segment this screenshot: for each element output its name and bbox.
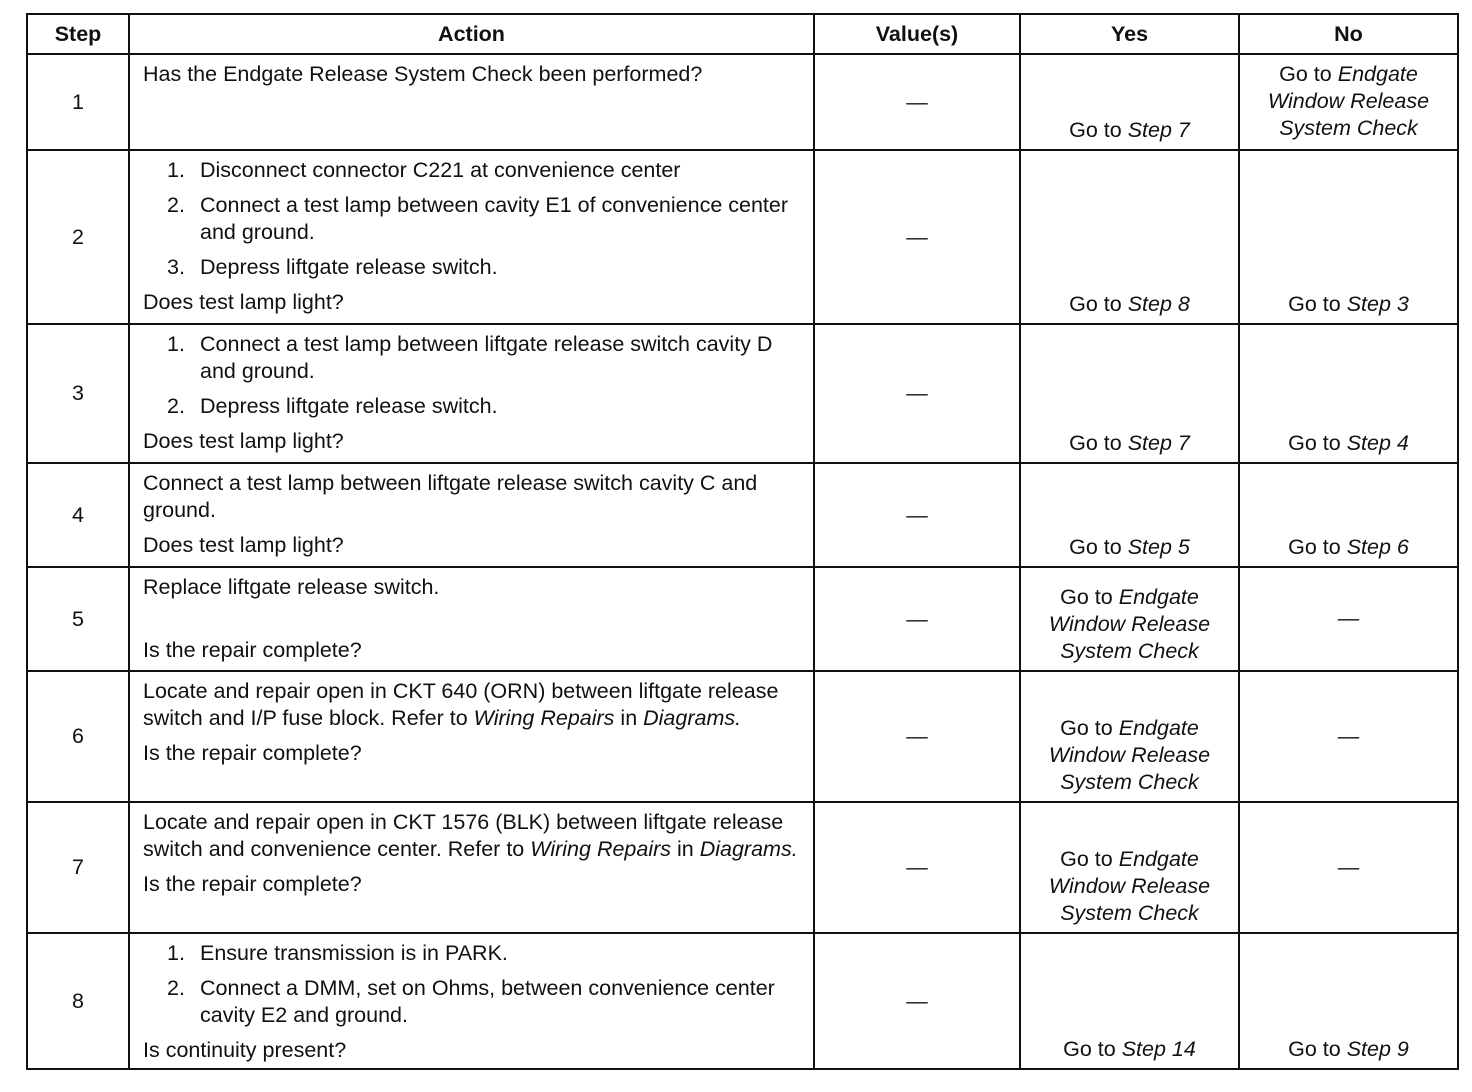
action-cell (129, 324, 814, 463)
goto-label: Go to (1060, 716, 1113, 740)
yes-cell (1020, 54, 1239, 150)
action-cell (129, 933, 814, 1069)
yes-target: Step 5 (1127, 535, 1190, 559)
value-cell (814, 150, 1020, 324)
action-question: Is the repair complete? (143, 872, 362, 896)
yes-target: Step 8 (1127, 292, 1190, 316)
no-target: Step 6 (1346, 535, 1409, 559)
no-target: Step 4 (1346, 431, 1409, 455)
goto-label: Go to (1060, 847, 1113, 871)
no-cell (1239, 54, 1458, 150)
goto-label: Go to (1069, 118, 1122, 142)
action-question: Does test lamp light? (143, 429, 344, 453)
yes-target: Endgate Window Release System Check (1048, 716, 1211, 794)
action-cell (129, 802, 814, 933)
action-text: Has the Endgate Release System Check been performed? (143, 62, 703, 86)
value-dash: — (906, 381, 928, 405)
yes-cell (1020, 671, 1239, 802)
step-number: 6 (27, 671, 129, 802)
action-cell (129, 567, 814, 671)
goto-label: Go to (1063, 1037, 1116, 1061)
step-number: 1 (27, 54, 129, 150)
header-step: Step (27, 14, 129, 54)
value-dash: — (906, 606, 928, 631)
header-row (27, 14, 1458, 54)
yes-target: Step 7 (1127, 118, 1190, 142)
goto-label: Go to (1279, 62, 1332, 86)
action-text: Locate and repair open in CKT 640 (ORN) between liftgate release switch and I/P fuse block. Refer to Wiring Repairs in Diagrams. (143, 679, 779, 730)
value-cell (814, 54, 1020, 150)
no-dash: — (1337, 854, 1360, 879)
yes-target: Step 7 (1127, 431, 1190, 455)
goto-label: Go to (1288, 535, 1341, 559)
step-number: 7 (27, 802, 129, 933)
value-cell (814, 567, 1020, 671)
yes-target: Step 14 (1121, 1037, 1196, 1061)
yes-target: Endgate Window Release System Check (1048, 585, 1211, 663)
step-number: 4 (27, 463, 129, 567)
action-list-item: 3. Depress liftgate release switch. (167, 255, 498, 279)
goto-label: Go to (1288, 1037, 1341, 1061)
action-text: Locate and repair open in CKT 1576 (BLK) between liftgate release switch and convenience center. Refer to Wiring Repairs in Diagrams. (143, 810, 798, 861)
action-cell (129, 150, 814, 324)
action-question: Does test lamp light? (143, 533, 344, 557)
header-action: Action (129, 14, 814, 54)
header-values: Value(s) (814, 14, 1020, 54)
action-cell (129, 463, 814, 567)
action-question: Is the repair complete? (143, 638, 362, 662)
no-cell (1239, 567, 1458, 671)
step-number: 3 (27, 324, 129, 463)
value-dash: — (906, 224, 928, 249)
action-list-item: 1. Connect a test lamp between liftgate release switch cavity D and ground. (167, 332, 773, 383)
table-row (27, 802, 1458, 933)
step-number: 8 (27, 933, 129, 1069)
value-cell (814, 671, 1020, 802)
value-cell (814, 324, 1020, 463)
no-cell (1239, 150, 1458, 324)
no-cell (1239, 933, 1458, 1069)
yes-cell (1020, 150, 1239, 324)
action-list-item: 1. Ensure transmission is in PARK. (167, 941, 508, 965)
value-dash: — (906, 89, 928, 114)
goto-label: Go to (1288, 431, 1341, 455)
value-cell (814, 802, 1020, 933)
header-no: No (1239, 14, 1458, 54)
table-row (27, 671, 1458, 802)
table-row (27, 324, 1458, 463)
table-row (27, 150, 1458, 324)
no-dash: — (1337, 606, 1360, 630)
action-text: Connect a test lamp between liftgate release switch cavity C and ground. (143, 471, 758, 522)
no-dash: — (1337, 723, 1360, 748)
goto-label: Go to (1069, 535, 1122, 559)
header-yes: Yes (1020, 14, 1239, 54)
yes-target: Endgate Window Release System Check (1048, 847, 1211, 925)
goto-label: Go to (1060, 585, 1113, 609)
no-target: Step 3 (1346, 292, 1409, 316)
yes-cell (1020, 933, 1239, 1069)
value-cell (814, 463, 1020, 567)
action-cell (129, 54, 814, 150)
no-target: Endgate Window Release System Check (1267, 62, 1430, 140)
no-cell (1239, 324, 1458, 463)
diagnostic-table (26, 13, 1459, 1070)
table-row (27, 933, 1458, 1069)
table-row (27, 567, 1458, 671)
no-cell (1239, 802, 1458, 933)
step-number: 2 (27, 150, 129, 324)
yes-cell (1020, 324, 1239, 463)
action-question: Is the repair complete? (143, 741, 362, 765)
action-cell (129, 671, 814, 802)
goto-label: Go to (1069, 431, 1122, 455)
action-text: Replace liftgate release switch. (143, 575, 440, 599)
value-cell (814, 933, 1020, 1069)
action-question: Does test lamp light? (143, 290, 344, 314)
table-row (27, 463, 1458, 567)
action-list-item: 2. Connect a test lamp between cavity E1 of convenience center and ground. (167, 193, 789, 244)
yes-cell (1020, 463, 1239, 567)
value-dash: — (906, 502, 928, 527)
goto-label: Go to (1069, 292, 1122, 316)
value-dash: — (906, 724, 928, 748)
action-list-item: 1. Disconnect connector C221 at convenience center (167, 158, 681, 182)
no-cell (1239, 463, 1458, 567)
action-question: Is continuity present? (143, 1038, 347, 1062)
table-row (27, 54, 1458, 150)
no-cell (1239, 671, 1458, 802)
goto-label: Go to (1288, 292, 1341, 316)
value-dash: — (906, 988, 928, 1013)
value-dash: — (906, 855, 928, 879)
yes-cell (1020, 567, 1239, 671)
action-list-item: 2. Connect a DMM, set on Ohms, between convenience center cavity E2 and ground. (167, 976, 775, 1027)
action-list-item: 2. Depress liftgate release switch. (167, 394, 498, 418)
step-number: 5 (27, 567, 129, 671)
yes-cell (1020, 802, 1239, 933)
no-target: Step 9 (1346, 1037, 1409, 1061)
